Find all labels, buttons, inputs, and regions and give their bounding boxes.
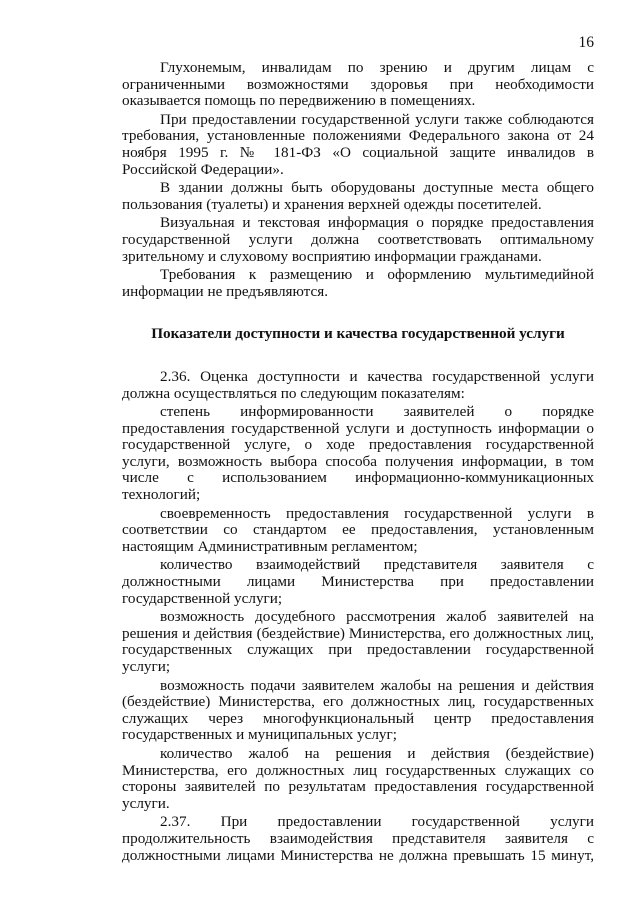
paragraph-assistance: Глухонемым, инвалидам по зрению и другим лицам с ограниченными возможностями здоровья при необходимости оказывается помощь по передвижению в помещениях. bbox=[122, 59, 594, 110]
document-body bbox=[122, 60, 594, 864]
paragraph-2-37: 2.37. При предоставлении государственной услуги продолжительность взаимодействия представителя заявителя с должностными лицами Министерства не должна превышать 15 минут, bbox=[122, 813, 594, 864]
indicator-pretrial-review: возможность досудебного рассмотрения жалоб заявителей на решения и действия (бездействие) Министерства, его должностных лиц, государственных служащих при предоставлении государственной услуги; bbox=[122, 608, 594, 675]
paragraph-visual-info: Визуальная и текстовая информация о порядке предоставления государственной услуги должна соответствовать оптимальному зрительному и слуховому восприятию информации гражданами. bbox=[122, 214, 594, 265]
section-heading: Показатели доступности и качества государственной услуги bbox=[151, 325, 565, 343]
indicator-timeliness: своевременность предоставления государственной услуги в соответствии со стандартом ее предоставления, установленным настоящим Административным регламентом; bbox=[122, 504, 594, 555]
indicator-mfc-complaint: возможность подачи заявителем жалобы на решения и действия (бездействие) Министерства, его должностных лиц, государственных служащих через многофункциональный центр предоставления государственных и муниципальных услуг; bbox=[122, 676, 594, 744]
paragraph-federal-law: При предоставлении государственной услуги также соблюдаются требования, установленные положениями Федерального закона от 24 ноября 1995 г. № 181-ФЗ «О социальной защите инвалидов в Российской Федерации». bbox=[122, 110, 594, 178]
indicator-complaint-count: количество жалоб на решения и действия (бездействие) Министерства, его должностных лиц государственных служащих со стороны заявителей по результатам предоставления государственной услуги. bbox=[122, 744, 594, 812]
paragraph-multimedia: Требования к размещению и оформлению мультимедийной информации не предъявляются. bbox=[122, 266, 594, 300]
indicator-interactions: количество взаимодействий представителя заявителя с должностными лицами Министерства при предоставлении государственной услуги; bbox=[122, 556, 594, 607]
paragraph-facilities: В здании должны быть оборудованы доступные места общего пользования (туалеты) и хранения верхней одежды посетителей. bbox=[122, 179, 594, 213]
paragraph-2-36: 2.36. Оценка доступности и качества государственной услуги должна осуществляться по следующим показателям: bbox=[122, 367, 594, 402]
indicator-informedness: степень информированности заявителей о порядке предоставления государственной услуги и доступность информации о государственной услуге, о ходе предоставления государственной услуги, возможность выбора способа получения информации, в том числе с использованием информационно-коммуникационных технологий; bbox=[122, 403, 594, 504]
page-number: 16 bbox=[578, 34, 594, 51]
